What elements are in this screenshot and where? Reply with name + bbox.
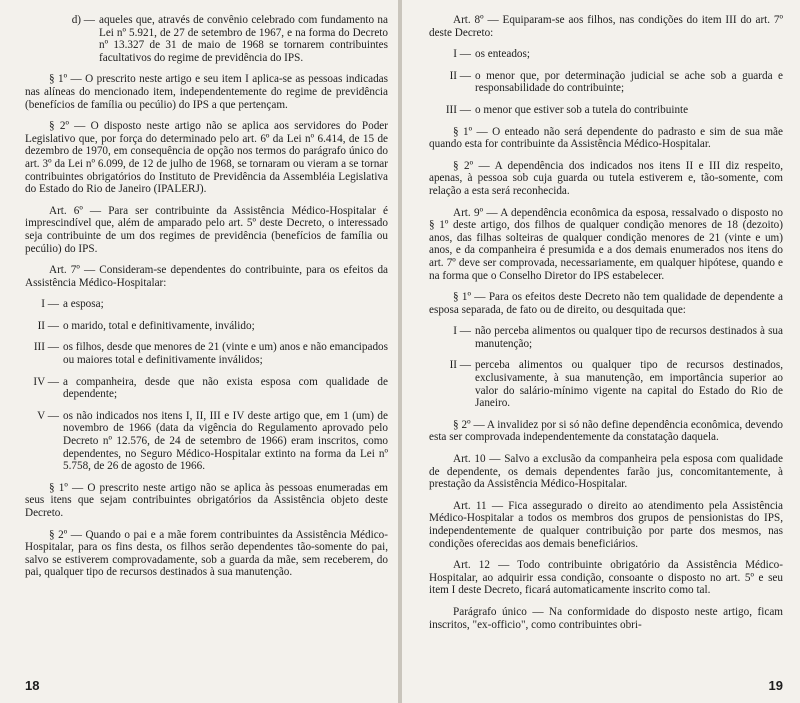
list-item	[25, 320, 388, 333]
item-label: I —	[41, 298, 59, 311]
list-item	[429, 104, 783, 117]
list-item	[25, 14, 388, 64]
item-text: não perceba alimentos ou qualquer tipo de recursos destinados à sua manutenção;	[475, 325, 783, 350]
item-label: d) —	[71, 14, 95, 26]
item-text: a esposa;	[63, 298, 104, 311]
list-item	[25, 410, 388, 473]
right-page-text	[429, 14, 783, 631]
item-label: I —	[453, 48, 471, 61]
list-item	[25, 341, 388, 366]
item-label: II —	[449, 359, 471, 372]
article-10: Art. 10 — Salvo a exclusão da companheira pela esposa com qualidade de dependente, os demais dependentes farão jus, concomitantemente, à prestação da Assistência Médico-Hospitalar.	[429, 453, 783, 491]
article-7: Art. 7º — Consideram-se dependentes do contribuinte, para os efeitos da Assistência Médico-Hospitalar:	[25, 264, 388, 289]
item-text: o menor que estiver sob a tutela do contribuinte	[475, 103, 689, 116]
item-text: o menor que, por determinação judicial se ache sob a guarda e responsabilidade do contribuinte;	[475, 69, 783, 95]
item-label: II —	[37, 319, 59, 332]
item-text: os filhos, desde que menores de 21 (vinte e um) anos e não emancipados ou maiores total e definitivamente inválidos;	[63, 341, 388, 367]
paragraph-1: § 1º — O enteado não será dependente do padrasto e sim de sua mãe quando esta for contribuinte da Assistência Médico-Hospitalar.	[429, 125, 783, 151]
sole-paragraph: Parágrafo único — Na conformidade do disposto neste artigo, ficam inscritos, "ex-officio", como contribuintes obri-	[429, 605, 783, 631]
item-text: aqueles que, através de convênio celebrado com fundamento na Lei nº 5.921, de 27 de setembro de 1967, e na forma do Decreto nº 13.327 de 31 de maio de 1968 se tornarem contribuintes facultativos do regime de previdência do IPS.	[99, 14, 388, 64]
left-page	[0, 0, 398, 703]
item-label: V —	[37, 409, 59, 422]
item-text: perceba alimentos ou qualquer tipo de recursos destinados, exclusivamente, à sua manutenção, em importância superior ao valor do salário-mínimo vigente na capital do Estado do Rio de Janeiro.	[475, 359, 783, 410]
paragraph-1: § 1º — O prescrito neste artigo e seu item I aplica-se as pessoas indicadas nas alíneas do mencionado item, independentemente do regime de previdência (benefícios de família ou pecúlio) do IPS a que pertençam.	[25, 73, 388, 111]
list-item	[429, 70, 783, 95]
paragraph-2: § 2º — A dependência dos indicados nos itens II e III diz respeito, apenas, à pessoa sob cuja guarda ou tutela estiverem e, tão-somente, com relação a esta será reconhecida.	[429, 159, 783, 197]
article-9: Art. 9º — A dependência econômica da esposa, ressalvado o disposto no § 1º deste artigo, dos filhos de qualquer condição menores de 18 (dezoito) anos, das filhas solteiras de qualquer condição menores de 21 (vinte e um) anos, e da companheira é presumida e a dos demais enumerados nos itens do art. 7º deve ser comprovada, necessariamente, em qualquer hipótese, quando e na forma que o Conselho Diretor do IPS estabelecer.	[429, 206, 783, 282]
item-label: IV —	[33, 375, 59, 388]
left-page-text	[25, 14, 388, 579]
list-item	[25, 298, 388, 311]
article-12: Art. 12 — Todo contribuinte obrigatório da Assistência Médico-Hospitalar, ao adquirir essa condição, consoante o disposto no art. 5º e seu item I deste Decreto, ficará automaticamente inscrito como tal.	[429, 559, 783, 597]
article-11: Art. 11 — Fica assegurado o direito ao atendimento pela Assistência Médico-Hospitalar a todos os membros dos grupos de pensionistas do IPS, independentemente de qualquer contribuição por parte dos mesmos, nas condições oferecidas aos demais beneficiários.	[429, 499, 783, 550]
article-6: Art. 6º — Para ser contribuinte da Assistência Médico-Hospitalar é imprescindível que, além de amparado pelo art. 5º deste Decreto, o interessado seja contribuinte de um dos regimes de previdência (benefícios de família ou pecúlio) do IPS.	[25, 204, 388, 255]
paragraph-3: § 1º — O prescrito neste artigo não se aplica às pessoas enumeradas em seus itens que sejam contribuintes obrigatórios da Assistência objeto deste Decreto.	[25, 481, 388, 519]
paragraph-4: § 2º — A invalidez por si só não define dependência econômica, devendo esta ser comprovada independentemente da constatação daquela.	[429, 418, 783, 444]
item-text: o marido, total e definitivamente, inválido;	[63, 319, 255, 332]
right-page	[402, 0, 800, 703]
article-8: Art. 8º — Equiparam-se aos filhos, nas condições do item III do art. 7º deste Decreto:	[429, 14, 783, 39]
list-item	[429, 48, 783, 61]
item-label: I —	[453, 325, 471, 338]
list-item	[429, 359, 783, 409]
page-number: 19	[768, 678, 783, 693]
item-text: os enteados;	[475, 48, 530, 61]
paragraph-3: § 1º — Para os efeitos deste Decreto não tem qualidade de dependente a esposa separada, de fato ou de direito, ou desquitada que:	[429, 291, 783, 316]
paragraph-4: § 2º — Quando o pai e a mãe forem contribuintes da Assistência Médico-Hospitalar, para os fins desta, os filhos serão dependentes tão-somente do pai, salvo se estiverem comprovadamente, sob a guarda da mãe, sem receberem, do pai, qualquer tipo de recursos destinados à sua manutenção.	[25, 528, 388, 579]
list-item	[429, 325, 783, 350]
item-label: II —	[449, 69, 471, 82]
item-text: a companheira, desde que não exista esposa com qualidade de dependente;	[63, 375, 388, 401]
list-item	[25, 376, 388, 401]
item-text: os não indicados nos itens I, II, III e IV deste artigo que, em 1 (um) de novembro de 1966 (data da vigência do Regulamento aprovado pelo Decreto nº 12.576, de 24 de setembro de 1966) eram inscritos, como dependentes, no Seguro Médico-Hospitalar extinto na forma da Lei nº 5.758, de 26 de agosto de 1966.	[63, 409, 388, 473]
item-label: III —	[445, 103, 471, 116]
paragraph-2: § 2º — O disposto neste artigo não se aplica aos servidores do Poder Legislativo que, por força do determinado pelo art. 6º da Lei nº 6.414, de 15 de dezembro de 1970, em consequência de opção nos termos do parágrafo único do art. 3º da Lei nº 6.099, de 12 de julho de 1968, se tornaram ou vieram a se tornar contribuintes obrigatórios do Instituto de Previdência da Assembléia Legislativa do Estado do Rio de Janeiro (IPALERJ).	[25, 120, 388, 196]
page-number: 18	[25, 678, 40, 693]
item-label: III —	[33, 341, 59, 354]
